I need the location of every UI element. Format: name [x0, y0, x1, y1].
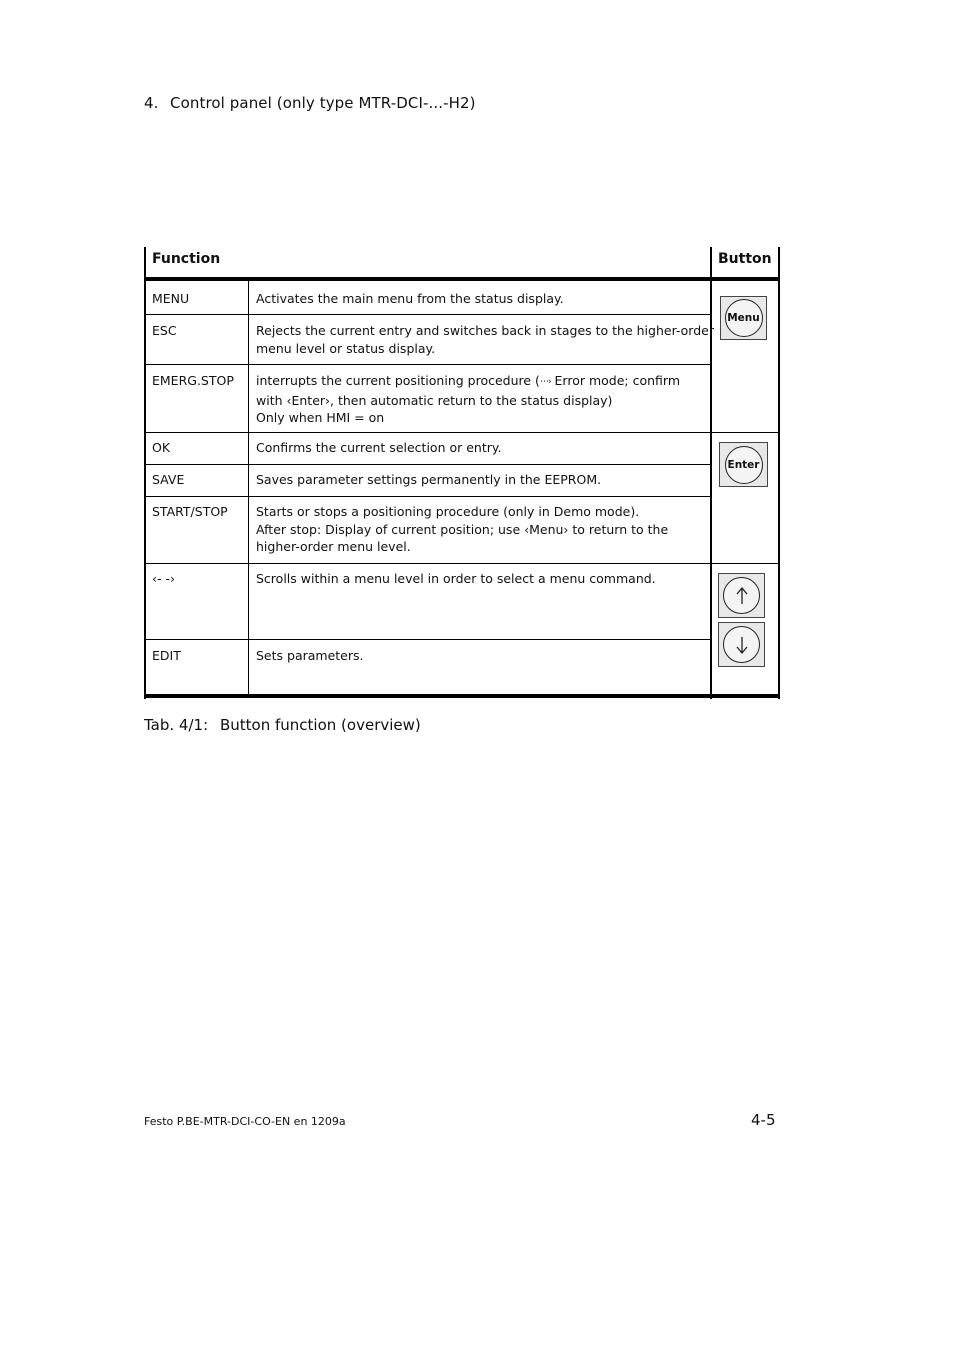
table-caption: [144, 716, 421, 734]
row-description: Saves parameter settings permanently in the EEPROM.: [256, 472, 602, 487]
row-description: Rejects the current entry and switches back in stages to the higher-order menu level or status display.: [256, 323, 714, 356]
row-function: MENU: [152, 291, 190, 306]
chapter-heading: [144, 94, 476, 112]
row-description: Confirms the current selection or entry.: [256, 440, 502, 455]
header-button: Button: [718, 251, 772, 267]
up-button-illustration: [718, 573, 765, 618]
page-number: 4-5: [751, 1111, 776, 1129]
row-function: EMERG.STOP: [152, 373, 234, 388]
enter-button-illustration: [719, 442, 768, 487]
row-description: Starts or stops a positioning procedure (only in Demo mode). After stop: Display of current position; use ‹Menu› to return to the higher-order menu level.: [256, 504, 669, 554]
reference-arrow-icon: ⋯›: [539, 377, 551, 387]
row-function: ESC: [152, 323, 177, 338]
row-description: interrupts the current positioning procedure (⋯› Error mode; confirm with ‹Enter›, then automatic return to the status display) Only when HMI = on: [256, 373, 681, 425]
up-arrow-icon: [723, 577, 760, 614]
header-function: Function: [152, 251, 221, 267]
menu-button-illustration: [720, 296, 767, 340]
chapter-number: 4.: [144, 94, 159, 112]
row-description: Sets parameters.: [256, 648, 364, 663]
row-function: OK: [152, 440, 171, 455]
row-function: ‹- -›: [152, 571, 175, 586]
footer-document-id: Festo P.BE-MTR-DCI-CO-EN en 1209a: [144, 1115, 346, 1128]
row-function: SAVE: [152, 472, 185, 487]
button-function-table: [144, 247, 780, 699]
caption-text: Button function (overview): [220, 716, 421, 734]
chapter-title: Control panel (only type MTR-DCI-...-H2): [170, 94, 476, 112]
menu-key-icon: Menu: [725, 299, 763, 337]
down-arrow-icon: [723, 626, 760, 663]
row-function: START/STOP: [152, 504, 228, 519]
row-description: Scrolls within a menu level in order to select a menu command.: [256, 571, 656, 586]
caption-label: Tab. 4/1:: [144, 716, 209, 734]
down-button-illustration: [718, 622, 765, 667]
enter-key-icon: Enter: [725, 446, 763, 484]
row-function: EDIT: [152, 648, 181, 663]
row-description: Activates the main menu from the status display.: [256, 291, 564, 306]
